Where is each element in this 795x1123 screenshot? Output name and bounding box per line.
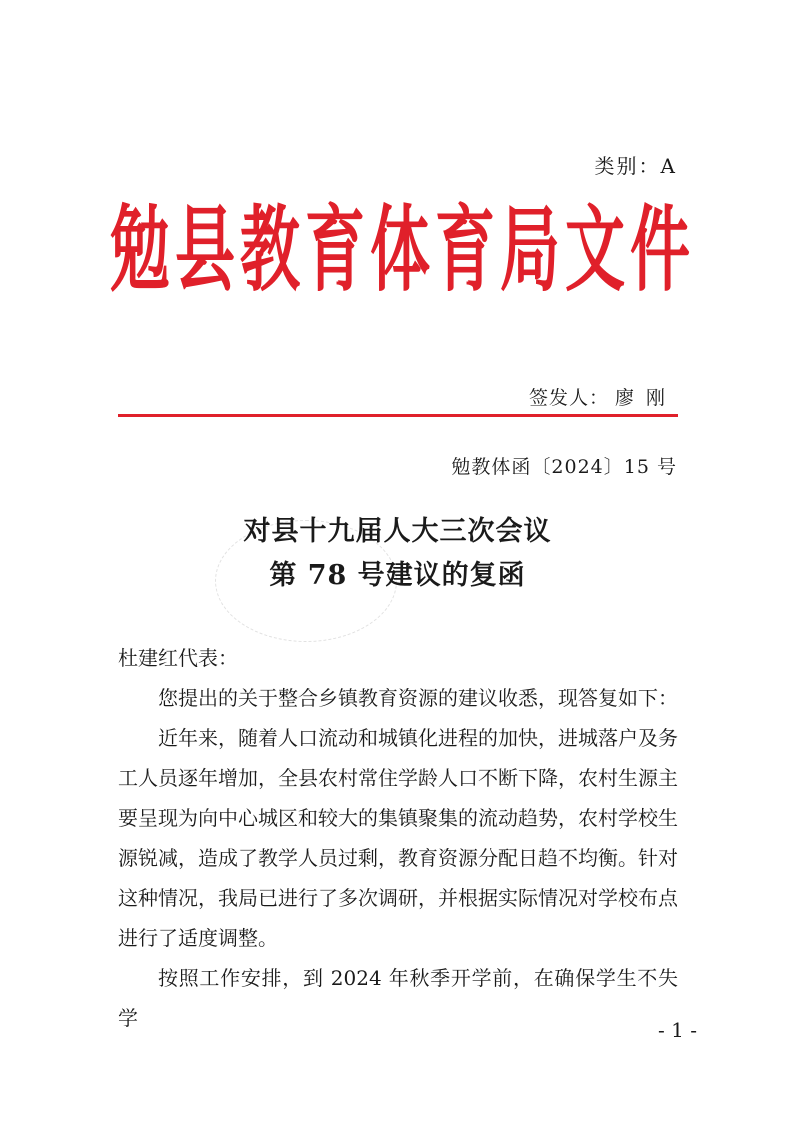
masthead-char: 件 bbox=[630, 196, 690, 306]
signer-label: 签发人： bbox=[528, 387, 609, 409]
category-label: 类别：A bbox=[594, 154, 677, 178]
title-line-1: 对县十九届人大三次会议 bbox=[243, 516, 552, 547]
masthead-char: 育 bbox=[305, 196, 365, 306]
letter-body bbox=[118, 638, 678, 1038]
masthead-char: 勉 bbox=[110, 196, 170, 306]
masthead-char: 局 bbox=[500, 196, 560, 306]
body-paragraph: 近年来，随着人口流动和城镇化进程的加快，进城落户及务工人员逐年增加，全县农村常住学龄人口不断下降，农村生源主要呈现为向中心城区和较大的集镇聚集的流动趋势，农村学校生源锐减，造成了教学人员过剩，教育资源分配日趋不均衡。针对这种情况，我局已进行了多次调研，并根据实际情况对学校布点进行了适度调整。 bbox=[118, 726, 678, 950]
red-divider bbox=[118, 414, 678, 417]
masthead-char: 文 bbox=[565, 196, 625, 306]
masthead-char: 体 bbox=[370, 196, 430, 306]
masthead-char: 教 bbox=[240, 196, 300, 306]
salutation: 杜建红代表： bbox=[118, 646, 238, 670]
body-paragraph: 您提出的关于整合乡镇教育资源的建议收悉，现答复如下： bbox=[158, 686, 678, 710]
masthead bbox=[110, 196, 690, 306]
masthead-char: 育 bbox=[435, 196, 495, 306]
masthead-char: 县 bbox=[175, 196, 235, 306]
title-line-2: 第 78 号建议的复函 bbox=[269, 560, 526, 591]
signer-name: 廖刚 bbox=[614, 387, 677, 409]
body-paragraph: 按照工作安排，到 2024 年秋季开学前，在确保学生不失学 bbox=[118, 966, 678, 1030]
document-title bbox=[0, 510, 795, 598]
signer-line bbox=[529, 383, 677, 410]
page-number: - 1 - bbox=[658, 1018, 697, 1042]
document-number: 勉教体函〔2024〕15 号 bbox=[451, 456, 677, 478]
